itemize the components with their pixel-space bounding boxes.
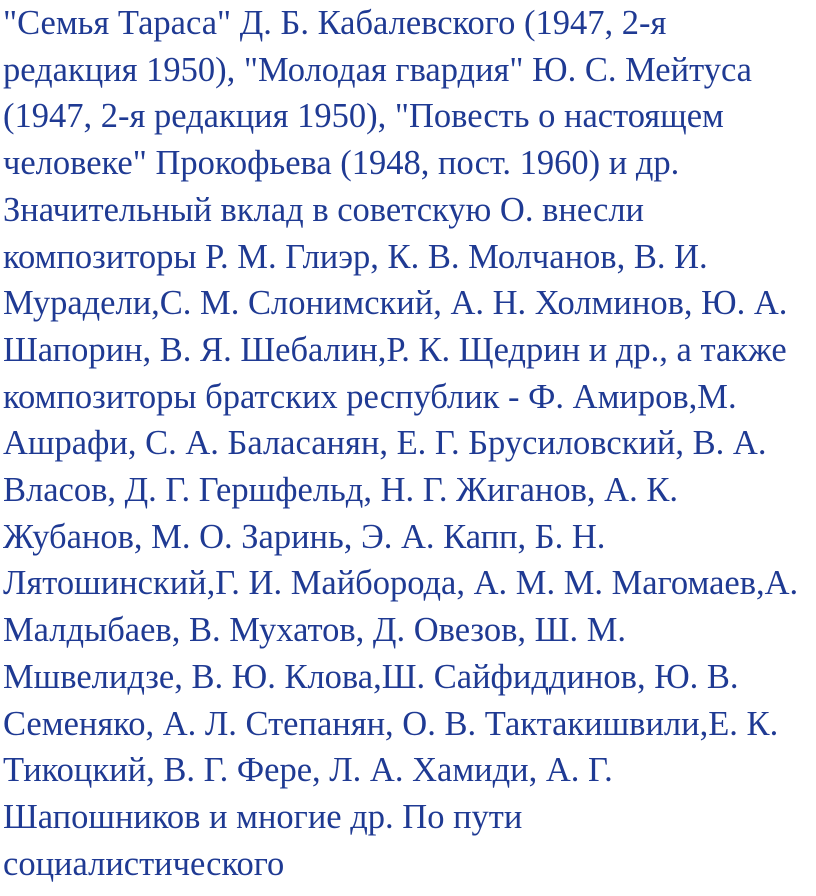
text-line: Шапошников и многие др. По пути bbox=[3, 797, 523, 836]
text-line: композиторы Р. М. Глиэр, К. В. Молчанов, В. И. bbox=[3, 237, 708, 276]
text-line: Малдыбаев, В. Мухатов, Д. Овезов, Ш. М. bbox=[3, 611, 627, 650]
text-line: Власов, Д. Г. Гершфельд, Н. Г. Жиганов, А. К. bbox=[3, 471, 678, 510]
text-line: социалистического bbox=[3, 844, 285, 883]
text-line: композиторы братских республик - Ф. Амиров,М. bbox=[3, 377, 737, 416]
text-line: (1947, 2-я редакция 1950), "Повесть о настоящем bbox=[3, 97, 724, 136]
text-line: человеке" Прокофьева (1948, пост. 1960) и др. bbox=[3, 144, 680, 183]
text-line: Значительный вклад в советскую О. внесли bbox=[3, 190, 645, 229]
text-line: "Семья Тараса" Д. Б. Кабалевского (1947, 2-я bbox=[3, 4, 667, 42]
text-line: Семеняко, А. Л. Степанян, О. В. Тактакишвили,Е. К. bbox=[3, 704, 779, 743]
text-line: редакция 1950), "Молодая гвардия" Ю. С. Мейтуса bbox=[3, 50, 752, 89]
text-line: Жубанов, М. О. Заринь, Э. А. Капп, Б. Н. bbox=[3, 517, 606, 556]
text-line: Мшвелидзе, В. Ю. Клова,Ш. Сайфиддинов, Ю. В. bbox=[3, 657, 739, 696]
text-line: Тикоцкий, В. Г. Фере, Л. А. Хамиди, А. Г. bbox=[3, 751, 613, 790]
document-body bbox=[3, 0, 815, 887]
text-line: Мурадели,С. М. Слонимский, А. Н. Холминов, Ю. А. bbox=[3, 284, 788, 323]
text-line: Ашрафи, С. А. Баласанян, Е. Г. Брусиловский, В. А. bbox=[3, 424, 767, 463]
text-line: Лятошинский,Г. И. Майборода, А. М. М. Магомаев,А. bbox=[3, 564, 799, 603]
text-line: Шапорин, В. Я. Шебалин,Р. К. Щедрин и др., а также bbox=[3, 330, 787, 369]
